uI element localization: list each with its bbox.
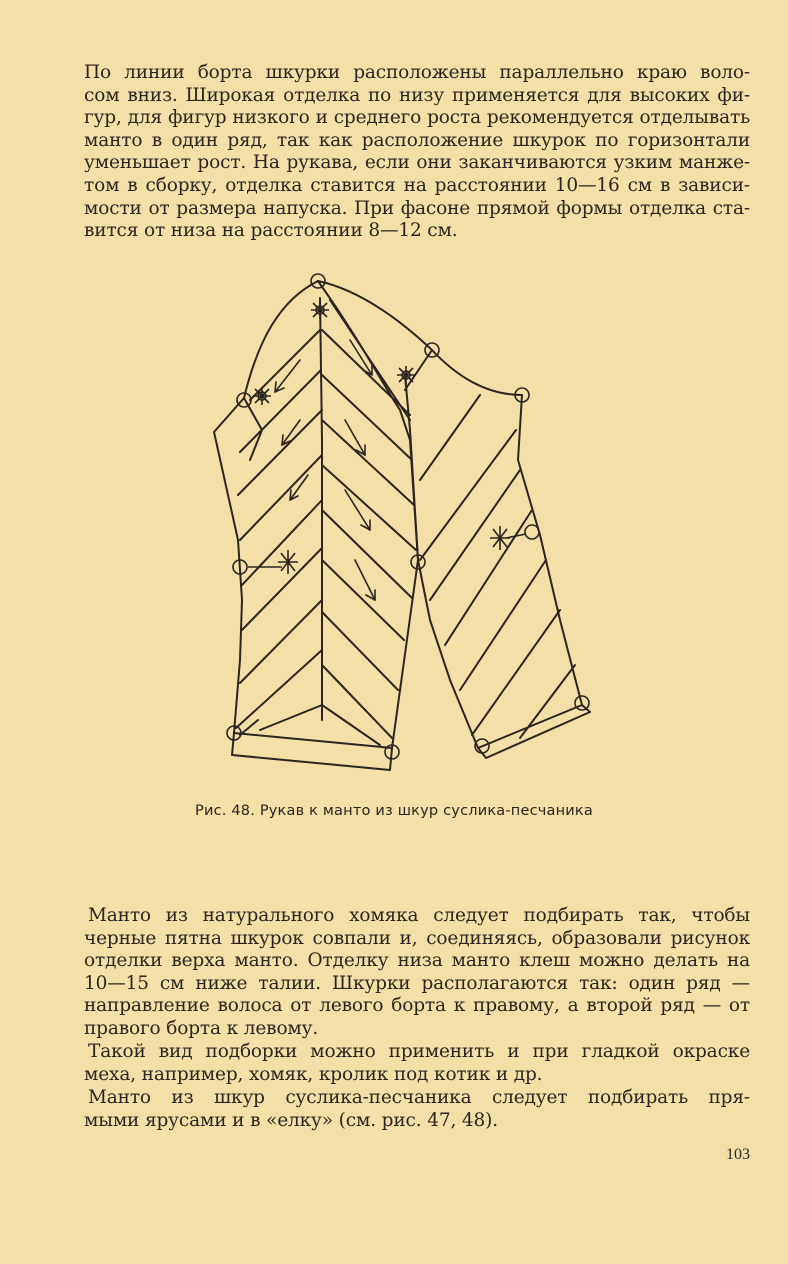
figure-caption: Рис. 48. Рукав к манто из шкур суслика-песчаника [195, 803, 593, 819]
text-line: Манто из натурального хомяка следует подбирать так, чтобы [88, 905, 750, 926]
text-line: направление волоса от левого борта к правому, а второй ряд — от [84, 995, 750, 1017]
page-number: 103 [726, 1146, 750, 1163]
marker-circle [525, 525, 539, 539]
text-line: черные пятна шкурок совпали и, соединяясь, образовали рисунок [84, 927, 750, 949]
paragraph-smooth-color [84, 1041, 750, 1086]
star-marker [278, 550, 298, 574]
text-line: Такой вид подборки можно применить и при гладкой окраске [88, 1041, 750, 1062]
text-line: мости от размера напуска. При фасоне прямой формы отделка ста- [84, 197, 750, 219]
sleeve-pattern-figure [0, 260, 788, 800]
text-line: 10—15 см ниже талии. Шкурки располагаются так: один ряд — [84, 972, 750, 994]
center-ridge [320, 298, 322, 720]
text-line: мыми ярусами и в «елку» (см. рис. 47, 48). [84, 1109, 498, 1131]
star-marker [397, 366, 415, 384]
text-line: манто в один ряд, так как расположение шкурок по горизонтали [84, 129, 750, 151]
left-hem [232, 733, 392, 770]
star-marker [253, 387, 271, 405]
text-line: Манто из шкур суслика-песчаника следует подбирать пря- [88, 1087, 750, 1108]
text-line: гур, для фигур низкого и среднего роста рекомендуется отделывать [84, 107, 750, 129]
text-line: сом вниз. Широкая отделка по низу применяется для высоких фи- [84, 84, 750, 106]
text-line: меха, например, хомяк, кролик под котик и др. [84, 1063, 543, 1085]
paragraph-hamster [84, 905, 750, 1041]
star-marker [311, 301, 329, 319]
text-line: правого борта к левому. [84, 1017, 319, 1039]
text-line: том в сборку, отделка ставится на расстоянии 10—16 см в зависи- [84, 174, 750, 196]
text-line: отделки верха манто. Отделку низа манто клеш можно делать на [84, 950, 750, 972]
text-line: уменьшает рост. На рукава, если они заканчиваются узким манже- [84, 152, 750, 174]
top-paragraph [84, 62, 750, 243]
right-hem [478, 705, 590, 758]
text-line: вится от низа на расстоянии 8—12 см. [84, 220, 458, 242]
text-line: По линии борта шкурки расположены параллельно краю воло- [84, 62, 750, 83]
paragraph-suslik [84, 1087, 750, 1132]
